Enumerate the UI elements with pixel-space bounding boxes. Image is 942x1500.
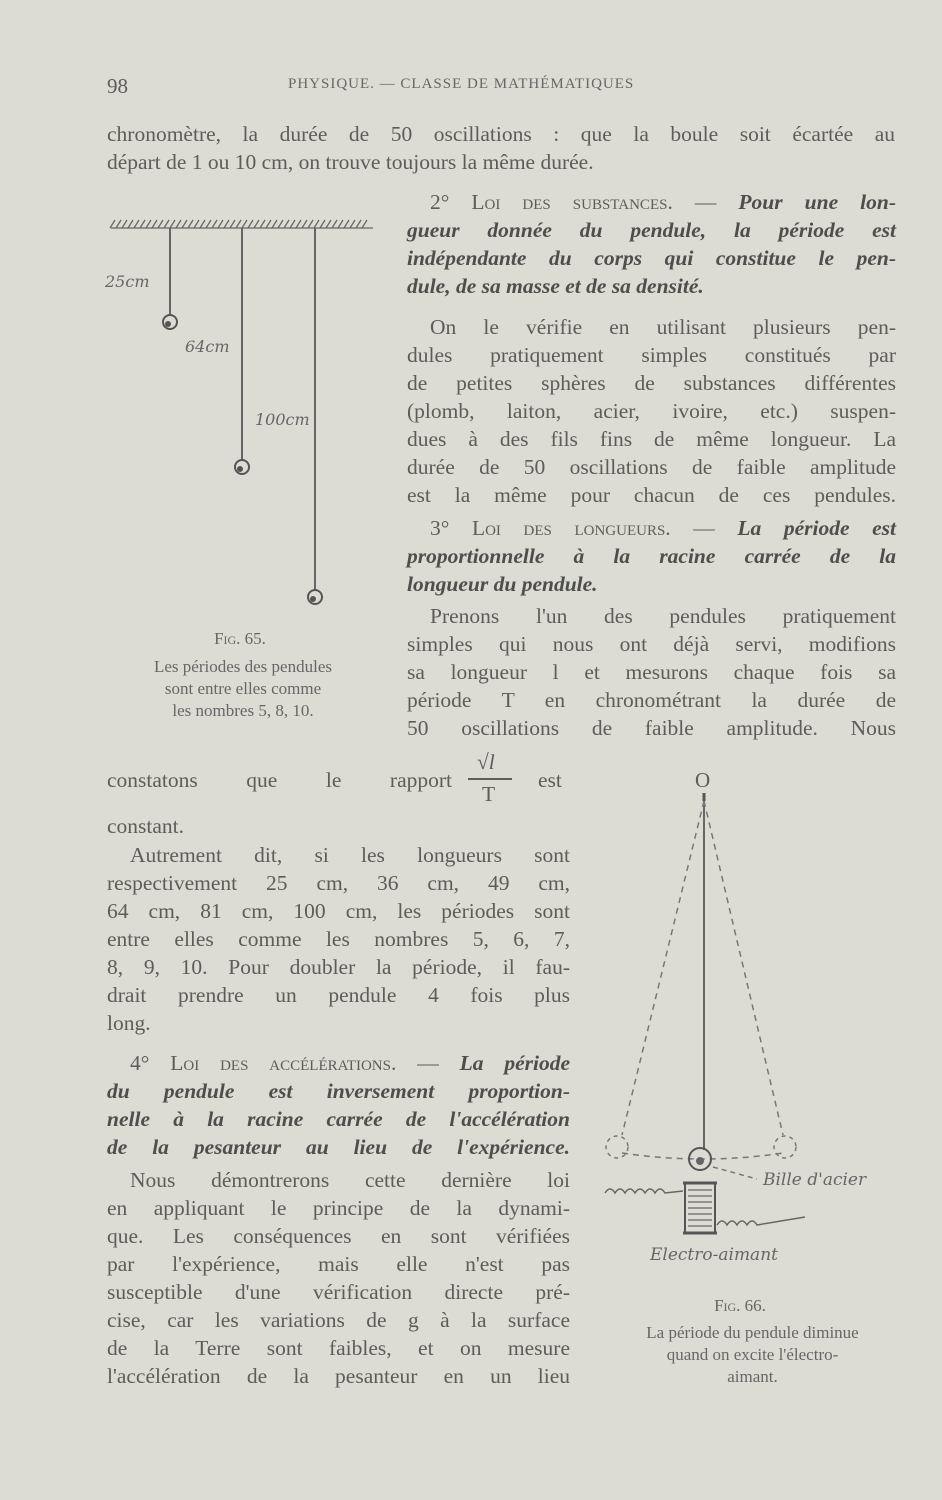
hatch-mark bbox=[266, 220, 271, 228]
law3-more-line: 8, 9, 10. Pour doubler la période, il fau- bbox=[107, 955, 570, 979]
label-25cm: 25cm bbox=[105, 272, 150, 291]
law3-body-line: sa longueur l et mesurons chaque fois sa bbox=[407, 660, 896, 684]
law2-statement-line: dule, de sa masse et de sa densité. bbox=[407, 274, 704, 298]
hatch-mark bbox=[158, 220, 163, 228]
law4-body-line: par l'expérience, mais elle n'est pas bbox=[107, 1252, 570, 1276]
page-number: 98 bbox=[107, 74, 128, 98]
bob-100cm bbox=[308, 590, 322, 604]
hatch-mark bbox=[284, 220, 289, 228]
figure-66-electromagnet bbox=[595, 765, 905, 1275]
law2-body-line: dules pratiquement simples constitués par bbox=[407, 343, 896, 367]
hatch-mark bbox=[260, 220, 265, 228]
bob-left-position bbox=[606, 1136, 628, 1158]
figure-66-caption-line: aimant. bbox=[727, 1367, 778, 1386]
law3-body-line: Prenons l'un des pendules pratiquement bbox=[430, 604, 896, 628]
bob-right-position bbox=[774, 1136, 796, 1158]
law2-heading bbox=[430, 188, 896, 216]
ratio-text-after: est bbox=[538, 768, 562, 792]
law3-more-line: respectivement 25 cm, 36 cm, 49 cm, bbox=[107, 871, 570, 895]
law4-body-line: Nous démontrerons cette dernière loi bbox=[130, 1168, 570, 1192]
figure-66-caption-line: quand on excite l'électro- bbox=[666, 1345, 839, 1364]
hatch-mark bbox=[176, 220, 181, 228]
hatch-mark bbox=[356, 220, 361, 228]
hatch-mark bbox=[224, 220, 229, 228]
law3-statement-line: proportionnelle à la racine carrée de la bbox=[407, 544, 896, 568]
hatch-mark bbox=[164, 220, 169, 228]
intro-line: chronomètre, la durée de 50 oscillations : que la boule soit écartée au bbox=[107, 122, 895, 146]
wire-right bbox=[717, 1217, 805, 1225]
hatch-mark bbox=[218, 220, 223, 228]
law3-more-line: long. bbox=[107, 1011, 151, 1035]
law2-body-line: est la même pour chacun de ces pendules. bbox=[407, 483, 896, 507]
law4-body-line: susceptible d'une vérification directe pré- bbox=[107, 1280, 570, 1304]
figure-66-caption-line: La période du pendule diminue bbox=[646, 1323, 859, 1342]
hatch-mark bbox=[134, 220, 139, 228]
law3-number: 3° bbox=[430, 516, 450, 540]
figure-65-caption-line: Les périodes des pendules bbox=[154, 657, 332, 676]
law3-more-line: entre elles comme les nombres 5, 6, 7, bbox=[107, 927, 570, 951]
law4-body-line: l'accélération de la pesanteur en un lieu bbox=[107, 1364, 570, 1388]
law3-more-line: 64 cm, 81 cm, 100 cm, les périodes sont bbox=[107, 899, 570, 923]
electromagnet bbox=[683, 1183, 717, 1233]
hatch-mark bbox=[296, 220, 301, 228]
law2-body-line: (plomb, laiton, acier, ivoire, etc.) suspen- bbox=[407, 399, 896, 423]
law2-statement-line: indépendante du corps qui constitue le pen- bbox=[407, 246, 896, 270]
hatch-mark bbox=[314, 220, 319, 228]
hatch-mark bbox=[236, 220, 241, 228]
label-electro-aimant: Electro-aimant bbox=[650, 1245, 778, 1265]
figure-65-caption-line: sont entre elles comme bbox=[164, 679, 322, 698]
figure-66-title: Fig. 66. bbox=[714, 1296, 766, 1315]
intro-line: départ de 1 ou 10 cm, on trouve toujours la même durée. bbox=[107, 150, 594, 174]
law3-body-line: période T en chronométrant la durée de bbox=[407, 688, 896, 712]
law2-statement-line: gueur donnée du pendule, la période est bbox=[407, 218, 896, 242]
hatch-mark bbox=[200, 220, 205, 228]
law3-statement-line: longueur du pendule. bbox=[407, 572, 598, 596]
hatch-mark bbox=[326, 220, 331, 228]
law3-statement: La période est bbox=[737, 516, 897, 540]
hatch-mark bbox=[362, 220, 367, 228]
hatch-mark bbox=[302, 220, 307, 228]
figure-65-pendulums bbox=[105, 210, 385, 620]
law4-statement-line: du pendule est inversement proportion- bbox=[107, 1079, 570, 1103]
running-title: PHYSIQUE. — CLASSE DE MATHÉMATIQUES bbox=[288, 76, 635, 92]
hatch-mark bbox=[272, 220, 277, 228]
hatch-mark bbox=[206, 220, 211, 228]
law4-statement-line: nelle à la racine carrée de l'accélération bbox=[107, 1107, 570, 1131]
hatch-mark bbox=[146, 220, 151, 228]
hatch-mark bbox=[320, 220, 325, 228]
ratio-text-before: constatons que le rapport bbox=[107, 768, 452, 792]
ratio-end: constant. bbox=[107, 814, 185, 838]
hatch-mark bbox=[110, 220, 115, 228]
figure-65-caption-line: les nombres 5, 8, 10. bbox=[172, 701, 314, 720]
law4-statement-line: de la pesanteur au lieu de l'expérience. bbox=[107, 1135, 570, 1159]
ratio-denominator: T bbox=[482, 782, 496, 806]
hatch-mark bbox=[128, 220, 133, 228]
hatch-mark bbox=[254, 220, 259, 228]
figure-65-title: Fig. 65. bbox=[214, 629, 266, 648]
label-100cm: 100cm bbox=[255, 410, 310, 429]
hatch-mark bbox=[308, 220, 313, 228]
hatch-mark bbox=[350, 220, 355, 228]
hatch-mark bbox=[182, 220, 187, 228]
wire-left bbox=[605, 1189, 683, 1193]
ceiling-hatching bbox=[110, 220, 373, 228]
law4-number: 4° bbox=[130, 1051, 150, 1075]
label-64cm: 64cm bbox=[185, 337, 230, 356]
label-o: O bbox=[695, 768, 711, 792]
hatch-mark bbox=[344, 220, 349, 228]
law3-dash: — bbox=[693, 516, 715, 540]
law3-heading bbox=[430, 514, 896, 542]
law4-title: Loi des accélérations. bbox=[170, 1051, 397, 1075]
law2-dash: — bbox=[694, 190, 717, 214]
law2-body-line: durée de 50 oscillations de faible amplitude bbox=[407, 455, 896, 479]
bob-25cm bbox=[163, 315, 177, 329]
hatch-mark bbox=[338, 220, 343, 228]
hatch-mark bbox=[230, 220, 235, 228]
law2-statement: Pour une lon- bbox=[738, 190, 897, 214]
hatch-mark bbox=[152, 220, 157, 228]
law4-body-line: cise, car les variations de g à la surface bbox=[107, 1308, 570, 1332]
bob-64cm bbox=[235, 460, 249, 474]
law2-number: 2° bbox=[430, 190, 450, 214]
swing-limit-left bbox=[622, 801, 704, 1135]
label-bille-acier: Bille d'acier bbox=[763, 1170, 867, 1190]
hatch-mark bbox=[212, 220, 217, 228]
law4-heading bbox=[130, 1049, 570, 1077]
hatch-mark bbox=[248, 220, 253, 228]
law4-body-line: de la Terre sont faibles, et on mesure bbox=[107, 1336, 570, 1360]
hatch-mark bbox=[122, 220, 127, 228]
law4-body-line: en appliquant le principe de la dynami- bbox=[107, 1196, 570, 1220]
law3-title: Loi des longueurs. bbox=[471, 516, 671, 540]
law4-body-line: que. Les conséquences en sont vérifiées bbox=[107, 1224, 570, 1248]
hatch-mark bbox=[170, 220, 175, 228]
swing-limit-right bbox=[704, 801, 783, 1135]
law4-statement: La période bbox=[459, 1051, 571, 1075]
hatch-mark bbox=[116, 220, 121, 228]
hatch-mark bbox=[278, 220, 283, 228]
law4-dash: — bbox=[417, 1051, 439, 1075]
law3-more-line: drait prendre un pendule 4 fois plus bbox=[107, 983, 570, 1007]
law3-body-line: 50 oscillations de faible amplitude. Nous bbox=[407, 716, 896, 740]
law2-body-line: de petites sphères de substances différentes bbox=[407, 371, 896, 395]
law3-more-line: Autrement dit, si les longueurs sont bbox=[130, 843, 570, 867]
ratio-numerator: √l bbox=[477, 750, 495, 774]
hatch-mark bbox=[194, 220, 199, 228]
law3-body-line: simples qui nous ont déjà servi, modifions bbox=[407, 632, 896, 656]
hatch-mark bbox=[290, 220, 295, 228]
hatch-mark bbox=[242, 220, 247, 228]
hatch-mark bbox=[140, 220, 145, 228]
law2-body-line: dues à des fils fins de même longueur. La bbox=[407, 427, 896, 451]
hatch-mark bbox=[188, 220, 193, 228]
ball-pointer bbox=[713, 1167, 757, 1179]
law2-title: Loi des substances. bbox=[471, 190, 673, 214]
hatch-mark bbox=[332, 220, 337, 228]
law2-body-line: On le vérifie en utilisant plusieurs pen- bbox=[430, 315, 896, 339]
